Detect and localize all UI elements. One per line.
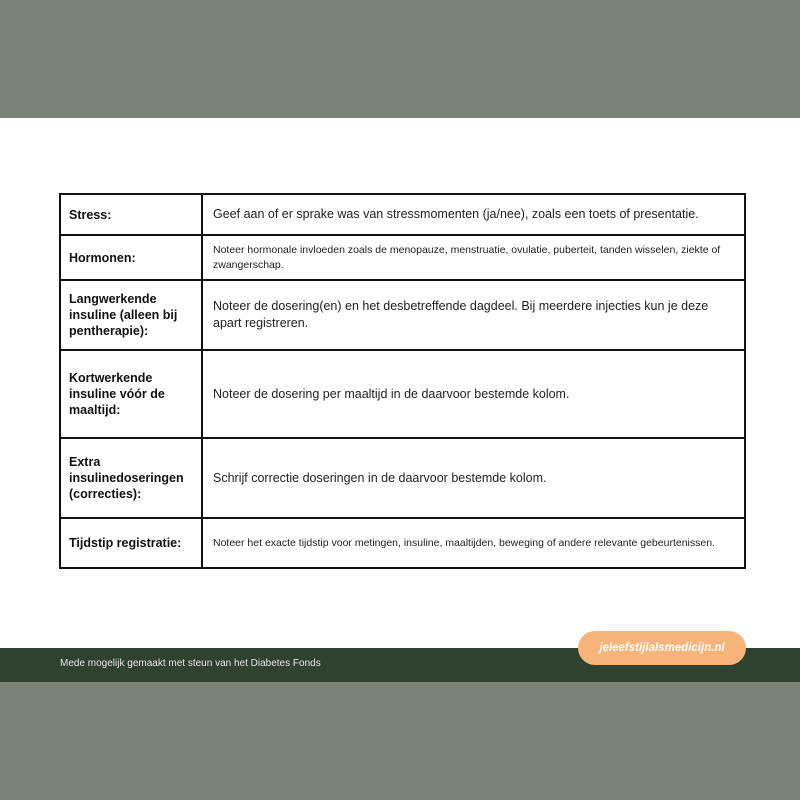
row-label: Kortwerkende insuline vóór de maaltijd: — [61, 351, 203, 437]
table-row-extra-insuline — [61, 437, 744, 517]
row-label: Hormonen: — [61, 236, 203, 279]
footer-credit: Mede mogelijk gemaakt met steun van het Diabetes Fonds — [60, 658, 321, 669]
website-badge[interactable]: jeleefstijlalsmedicijn.nl — [578, 631, 746, 665]
row-description: Geef aan of er sprake was van stressmomenten (ja/nee), zoals een toets of presentatie. — [213, 207, 699, 221]
row-label: Langwerkende insuline (alleen bij pentherapie): — [61, 281, 203, 349]
row-description: Noteer hormonale invloeden zoals de menopauze, menstruatie, ovulatie, puberteit, tanden wisselen, ziekte of zwangerschap. — [213, 243, 721, 271]
table-row-kortwerkende-insuline — [61, 349, 744, 437]
row-label: Stress: — [61, 195, 203, 234]
table-row-hormonen — [61, 234, 744, 279]
row-description: Noteer het exacte tijdstip voor metingen, insuline, maaltijden, beweging of andere relevante gebeurtenissen. — [213, 536, 715, 549]
row-description: Schrijf correctie doseringen in de daarvoor bestemde kolom. — [213, 470, 547, 485]
table-row-langwerkende-insuline — [61, 279, 744, 349]
bottom-band — [0, 682, 800, 800]
top-band — [0, 0, 800, 118]
row-description: Noteer de dosering per maaltijd in de daarvoor bestemde kolom. — [213, 386, 570, 401]
row-label: Tijdstip registratie: — [61, 519, 203, 567]
row-label: Extra insulinedoseringen (correcties): — [61, 439, 203, 517]
row-description: Noteer de dosering(en) en het desbetreffende dagdeel. Bij meerdere injecties kun je deze apart registreren. — [213, 299, 709, 330]
table-row-tijdstip — [61, 517, 744, 567]
instruction-table — [59, 193, 746, 569]
table-row-stress — [61, 195, 744, 234]
